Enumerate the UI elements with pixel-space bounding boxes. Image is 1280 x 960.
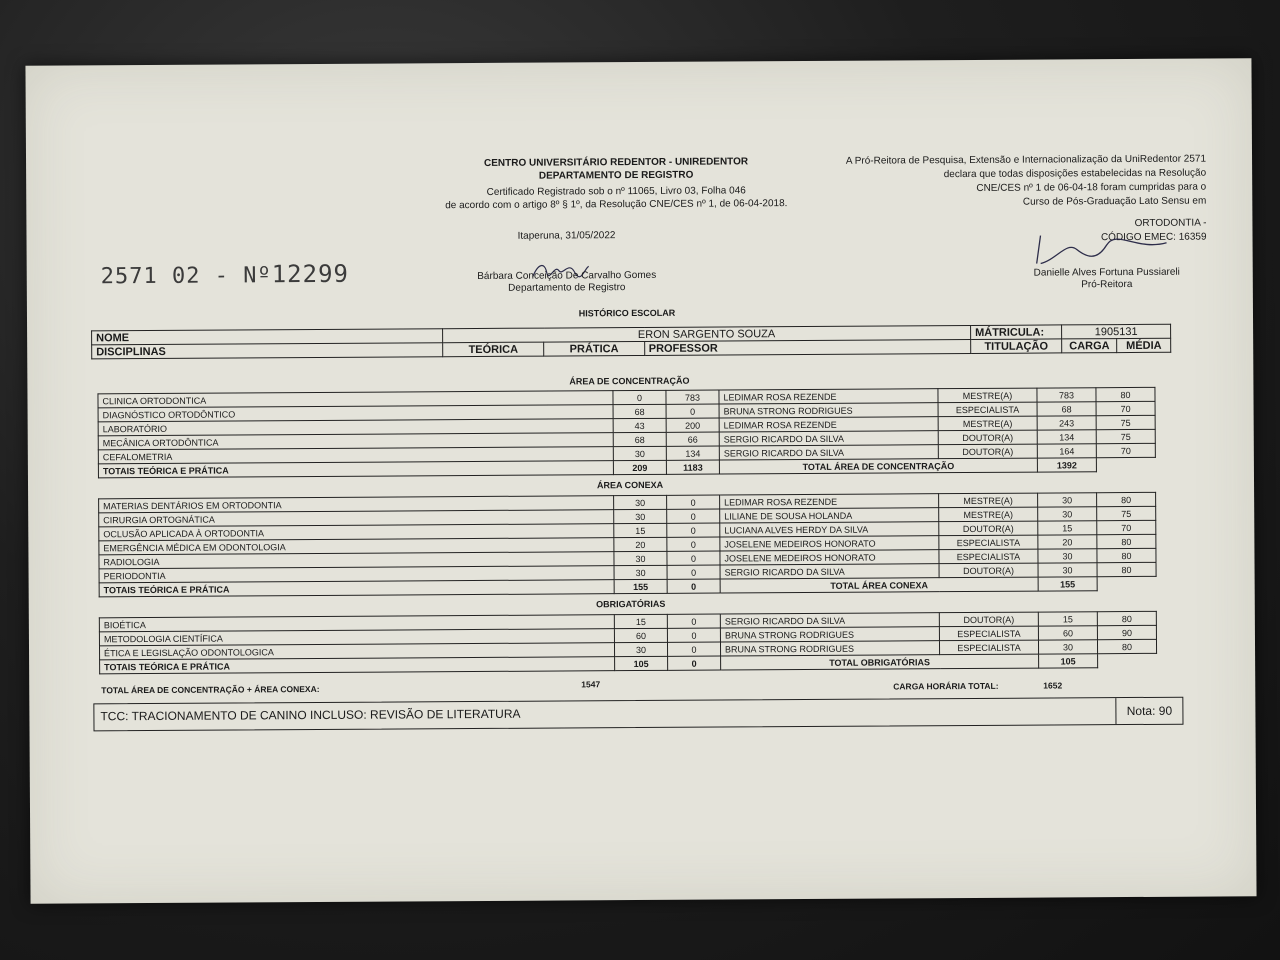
- declaration-line-2: declara que todas disposições estabelecidas na Resolução: [943, 167, 1207, 181]
- carga-cell: 30: [1038, 563, 1097, 577]
- tcc-box: [93, 697, 1183, 732]
- course-name: ORTODONTIA -: [1134, 217, 1207, 229]
- teorica-cell: 30: [614, 495, 667, 509]
- section-total-label: TOTAL ÁREA CONEXA: [720, 577, 1038, 593]
- document-title: HISTÓRICO ESCOLAR: [578, 307, 676, 319]
- carga-cell: 30: [1038, 507, 1097, 521]
- discipline-cell: CLINICA ORTODONTICA: [98, 391, 613, 408]
- titulacao-cell: MESTRE(A): [938, 416, 1037, 431]
- reg-number: 12299: [271, 259, 350, 289]
- institution-header: [396, 155, 836, 213]
- name-label: NOME: [92, 329, 443, 345]
- professor-cell: LEDIMAR ROSA REZENDE: [719, 417, 938, 432]
- discipline-cell: ÉTICA E LEGISLAÇÃO ODONTOLOGICA: [99, 643, 614, 660]
- discipline-cell: OCLUSÃO APLICADA À ORTODONTIA: [99, 524, 614, 541]
- pratica-cell: 0: [667, 628, 720, 642]
- discipline-cell: LABORATÓRIO: [98, 419, 613, 436]
- prorector-signer: [1007, 267, 1207, 292]
- registration-number: [101, 260, 349, 290]
- totals-teorica: 155: [614, 579, 667, 593]
- empty-cell: [1098, 653, 1157, 667]
- tcc-title: TCC: TRACIONAMENTO DE CANINO INCLUSO: REVISÃO DE LITERATURA: [100, 706, 521, 724]
- carga-cell: 30: [1038, 640, 1097, 654]
- titulacao-cell: DOUTOR(A): [939, 521, 1038, 536]
- carga-cell: 68: [1037, 402, 1096, 416]
- pratica-cell: 0: [667, 523, 720, 537]
- professor-cell: BRUNA STRONG RODRIGUES: [720, 627, 939, 642]
- titulacao-cell: ESPECIALISTA: [938, 402, 1037, 417]
- empty-cell: [1096, 457, 1155, 471]
- discipline-cell: MATERIAS DENTÁRIOS EM ORTODONTIA: [99, 496, 614, 513]
- media-cell: 70: [1096, 401, 1155, 415]
- professor-cell: SERGIO RICARDO DA SILVA: [719, 445, 938, 460]
- teorica-cell: 30: [614, 565, 667, 579]
- carga-cell: 30: [1038, 493, 1097, 507]
- totals-label: TOTAIS TEÓRICA E PRÁTICA: [98, 461, 613, 478]
- teorica-cell: 30: [614, 551, 667, 565]
- col-professor: PROFESSOR: [644, 339, 970, 355]
- discipline-cell: CIRURGIA ORTOGNÁTICA: [99, 510, 614, 527]
- titulacao-cell: MESTRE(A): [939, 493, 1038, 508]
- teorica-cell: 15: [614, 614, 667, 628]
- col-media: MÉDIA: [1117, 338, 1171, 352]
- pratica-cell: 0: [667, 642, 720, 656]
- transcript-document: [25, 58, 1256, 903]
- declaration-line-3: CNE/CES nº 1 de 06-04-18 foram cumpridas para o: [976, 181, 1207, 194]
- teorica-cell: 30: [614, 642, 667, 656]
- section-total-label: TOTAL ÁREA DE CONCENTRAÇÃO: [719, 458, 1037, 474]
- professor-cell: LUCIANA ALVES HERDY DA SILVA: [720, 522, 939, 537]
- professor-cell: BRUNA STRONG RODRIGUES: [719, 403, 938, 418]
- discipline-cell: MECÂNICA ORTODÔNTICA: [98, 433, 613, 450]
- discipline-cell: CEFALOMETRIA: [98, 447, 613, 464]
- media-cell: 80: [1097, 639, 1156, 653]
- media-cell: 70: [1096, 443, 1155, 457]
- teorica-cell: 60: [614, 628, 667, 642]
- teorica-cell: 0: [613, 390, 666, 404]
- declaration-line-4: Curso de Pós-Graduação Lato Sensu em: [1022, 195, 1207, 208]
- department-name: DEPARTAMENTO DE REGISTRO: [538, 169, 694, 182]
- titulacao-cell: MESTRE(A): [938, 388, 1037, 403]
- media-cell: 90: [1097, 625, 1156, 639]
- section-table: [97, 387, 1155, 478]
- pratica-cell: 0: [667, 565, 720, 579]
- media-cell: 80: [1097, 562, 1156, 576]
- professor-cell: SERGIO RICARDO DA SILVA: [720, 564, 939, 579]
- section-total-label: TOTAL OBRIGATÓRIAS: [721, 654, 1039, 670]
- media-cell: 80: [1097, 611, 1156, 625]
- carga-cell: 783: [1037, 388, 1096, 402]
- carga-total-value: 1652: [1043, 680, 1063, 691]
- media-cell: 75: [1096, 429, 1155, 443]
- section-title: ÁREA CONEXA: [596, 479, 664, 491]
- student-name: ERON SARGENTO SOUZA: [443, 325, 971, 342]
- teorica-cell: 30: [613, 446, 666, 460]
- totals-label: TOTAIS TEÓRICA E PRÁTICA: [100, 657, 615, 674]
- titulacao-cell: MESTRE(A): [939, 507, 1038, 522]
- total-conc-conexa-label: TOTAL ÁREA DE CONCENTRAÇÃO + ÁREA CONEXA:: [101, 683, 320, 696]
- total-conc-conexa-value: 1547: [581, 679, 601, 690]
- student-header-table: [91, 324, 1171, 360]
- section-table: [99, 611, 1157, 674]
- prorector-role: Pró-Reitora: [1081, 278, 1133, 291]
- teorica-cell: 30: [614, 509, 667, 523]
- titulacao-cell: ESPECIALISTA: [939, 640, 1038, 655]
- col-disciplinas: DISCIPLINAS: [92, 343, 443, 359]
- pratica-cell: 783: [666, 390, 719, 404]
- section-total-value: 105: [1039, 654, 1098, 668]
- col-carga: CARGA: [1062, 339, 1117, 353]
- discipline-cell: EMERGÊNCIA MÉDICA EM ODONTOLOGIA: [99, 538, 614, 555]
- col-titulacao: TITULAÇÃO: [971, 339, 1062, 354]
- media-cell: 80: [1097, 492, 1156, 506]
- tcc-grade: Nota: 90: [1115, 698, 1182, 724]
- professor-cell: LEDIMAR ROSA REZENDE: [719, 389, 938, 404]
- registrar-signer: [477, 270, 657, 295]
- totals-label: TOTAIS TEÓRICA E PRÁTICA: [99, 580, 614, 597]
- discipline-cell: DIAGNÓSTICO ORTODÔNTICO: [98, 405, 613, 422]
- media-cell: 80: [1097, 534, 1156, 548]
- titulacao-cell: ESPECIALISTA: [939, 549, 1038, 564]
- pratica-cell: 0: [667, 614, 720, 628]
- registrar-name: Bárbara Conceição De Carvalho Gomes: [477, 269, 657, 282]
- section-title: ÁREA DE CONCENTRAÇÃO: [569, 375, 690, 387]
- titulacao-cell: ESPECIALISTA: [939, 626, 1038, 641]
- carga-cell: 134: [1037, 430, 1096, 444]
- media-cell: 80: [1096, 387, 1155, 401]
- matricula-label: MÁTRICULA:: [971, 325, 1062, 340]
- carga-cell: 60: [1038, 626, 1097, 640]
- registration-line: Certificado Registrado sob o nº 11065, Livro 03, Folha 046: [486, 185, 746, 198]
- course-code: CÓDIGO EMEC: 16359: [1100, 231, 1207, 244]
- pratica-cell: 0: [666, 404, 719, 418]
- professor-cell: JOSELENE MEDEIROS HONORATO: [720, 536, 939, 551]
- teorica-cell: 15: [614, 523, 667, 537]
- reg-prefix: 2571 02 - Nº: [100, 263, 272, 290]
- pratica-cell: 0: [667, 551, 720, 565]
- pratica-cell: 66: [666, 432, 719, 446]
- carga-cell: 15: [1038, 612, 1097, 626]
- section-total-value: 155: [1038, 577, 1097, 591]
- pratica-cell: 0: [667, 495, 720, 509]
- matricula-value: 1905131: [1062, 324, 1171, 339]
- teorica-cell: 68: [613, 432, 666, 446]
- media-cell: 75: [1097, 506, 1156, 520]
- discipline-cell: BIOÉTICA: [99, 615, 614, 632]
- totals-pratica: 0: [668, 656, 721, 670]
- registrar-dept: Departamento de Registro: [508, 282, 626, 294]
- professor-cell: BRUNA STRONG RODRIGUES: [720, 641, 939, 656]
- empty-cell: [1097, 576, 1156, 590]
- professor-cell: SERGIO RICARDO DA SILVA: [719, 431, 938, 446]
- titulacao-cell: ESPECIALISTA: [939, 535, 1038, 550]
- pratica-cell: 134: [666, 446, 719, 460]
- carga-cell: 164: [1037, 444, 1096, 458]
- titulacao-cell: DOUTOR(A): [939, 563, 1038, 578]
- discipline-cell: METODOLOGIA CIENTÍFICA: [99, 629, 614, 646]
- issue-date: Itaperuna, 31/05/2022: [517, 230, 616, 242]
- section-total-value: 1392: [1037, 458, 1096, 472]
- col-teorica: TEÓRICA: [443, 342, 544, 357]
- media-cell: 80: [1097, 548, 1156, 562]
- titulacao-cell: DOUTOR(A): [939, 612, 1038, 627]
- carga-cell: 243: [1037, 416, 1096, 430]
- discipline-cell: RADIOLOGIA: [99, 552, 614, 569]
- signature-mark-prorector: [1026, 231, 1176, 272]
- media-cell: 75: [1096, 415, 1155, 429]
- totals-teorica: 209: [613, 460, 666, 474]
- carga-total-label: CARGA HORÁRIA TOTAL:: [893, 680, 999, 692]
- col-pratica: PRÁTICA: [544, 341, 644, 356]
- totals-pratica: 1183: [666, 460, 719, 474]
- pratica-cell: 200: [666, 418, 719, 432]
- professor-cell: SERGIO RICARDO DA SILVA: [720, 613, 939, 628]
- professor-cell: LILIANE DE SOUSA HOLANDA: [720, 508, 939, 523]
- resolution-line: de acordo com o artigo 8º § 1º, da Resolução CNE/CES nº 1, de 06-04-2018.: [445, 198, 788, 212]
- prorector-name: Danielle Alves Fortuna Pussiareli: [1033, 266, 1180, 279]
- section-title: OBRIGATÓRIAS: [596, 598, 666, 610]
- teorica-cell: 20: [614, 537, 667, 551]
- carga-cell: 30: [1038, 549, 1097, 563]
- carga-cell: 20: [1038, 535, 1097, 549]
- institution-name: CENTRO UNIVERSITÁRIO REDENTOR - UNIREDENTOR: [483, 156, 749, 169]
- titulacao-cell: DOUTOR(A): [938, 430, 1037, 445]
- section-table: [98, 492, 1157, 597]
- teorica-cell: 43: [613, 418, 666, 432]
- pratica-cell: 0: [667, 509, 720, 523]
- media-cell: 70: [1097, 520, 1156, 534]
- teorica-cell: 68: [613, 404, 666, 418]
- professor-cell: LEDIMAR ROSA REZENDE: [720, 494, 939, 509]
- totals-pratica: 0: [667, 579, 720, 593]
- carga-cell: 15: [1038, 521, 1097, 535]
- professor-cell: JOSELENE MEDEIROS HONORATO: [720, 550, 939, 565]
- pratica-cell: 0: [667, 537, 720, 551]
- totals-teorica: 105: [615, 656, 668, 670]
- declaration-line-1: A Pró-Reitora de Pesquisa, Extensão e Internacionalização da UniRedentor 2571: [845, 153, 1207, 167]
- titulacao-cell: DOUTOR(A): [938, 444, 1037, 459]
- discipline-cell: PERIODONTIA: [99, 566, 614, 583]
